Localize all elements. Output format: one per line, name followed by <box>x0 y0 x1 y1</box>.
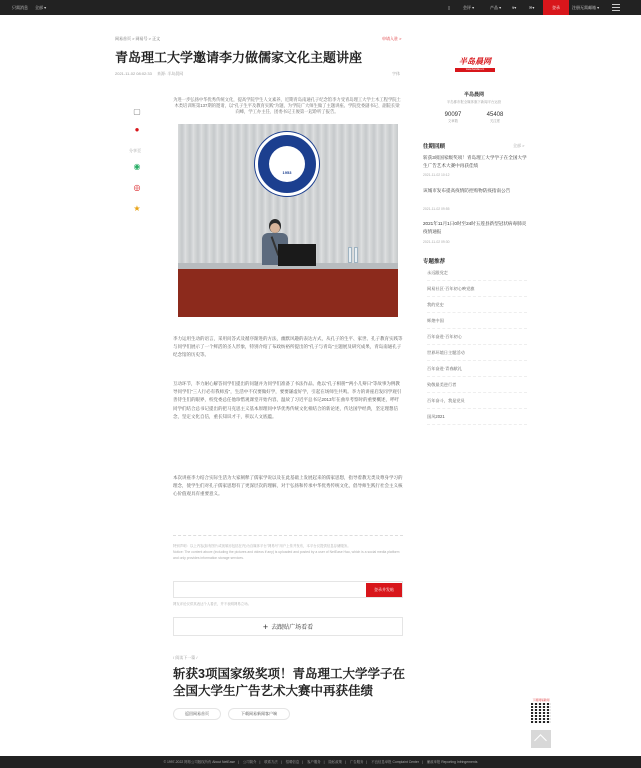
favorite-icon[interactable]: ★ <box>133 204 141 213</box>
mail-icon[interactable]: ✉▾ <box>529 5 535 10</box>
comment-box <box>173 581 403 598</box>
qr-code <box>531 703 551 723</box>
back-home-button[interactable]: 返回网易首页 <box>173 708 221 720</box>
plus-icon: + <box>262 622 269 632</box>
stat-number: 45408 <box>486 112 504 118</box>
comment-square-button[interactable] <box>173 617 403 636</box>
recent-item-title[interactable]: 斩获3项国家级奖项！青岛理工大学学子在全国大学生广告艺术大赛中再获佳绩 <box>423 155 527 168</box>
footer-link[interactable]: 客户服务 <box>307 760 321 764</box>
login-post-button[interactable]: 登录并发帖 <box>366 583 402 597</box>
topic-item[interactable]: 永远跟党走 <box>427 270 527 281</box>
recent-item-time: 2021-11-02 09:30 <box>423 240 450 244</box>
topic-item[interactable]: 百年奋进·青春献礼 <box>427 366 527 377</box>
comment-icon[interactable]: ▢ <box>133 107 141 116</box>
breadcrumb[interactable]: 网易首页 > 网易号 > 正文 <box>115 36 161 41</box>
phone-icon[interactable]: ▯ <box>448 5 451 10</box>
disclaimer-en: Notice: The content above (including the pictures and videos if any) is uploaded and posted by a user of NetEase Hao, which is a social media platform and only provides information storage services. <box>173 550 400 560</box>
gift-icon[interactable]: ¥▾ <box>512 5 517 10</box>
recent-item-time: 2021-11-02 10:12 <box>423 173 450 177</box>
topic-item[interactable]: 辉煌中国 <box>427 318 527 329</box>
recent-item-time: 2021-11-02 09:55 <box>423 207 450 211</box>
disclaimer-cn: 特别声明：以上内容(如有图片或视频亦包括在内)为自媒体平台"网易号"用户上传并发布，本平台仅提供信息存储服务。 <box>173 544 351 548</box>
topic-item[interactable]: 百年奋进·百年初心 <box>427 334 527 345</box>
footer-link[interactable]: 招聘信息 <box>285 760 300 764</box>
footer-link[interactable]: 联系方法 <box>264 760 278 764</box>
topic-item[interactable]: 我的党史 <box>427 302 527 313</box>
article-lead: 为进一步弘扬中华优秀传统文化，提高学院学生人文素养，近期青岛南通孔子纪念馆李力受青岛理工大学土木工程学院土木类培训班第137期的邀请，以"孔子生平及教育实践"为题，为学院广大师生做了主题讲座。学院党委副书记、副院长梁向峰，学工办主任、团委书记王俊第一起聆听了报告。 <box>173 97 401 115</box>
footer-link[interactable]: 隐私政策 <box>328 760 342 764</box>
university-emblem <box>255 132 319 196</box>
footer: © 1997-2022 网易公司版权所有 About NetEase | 公司简介 | 联系方法 | 招聘信息 | 客户服务 | 隐私政策 | 广告服务 | 不良信息举报 Complaint Center | 廉政举报 Reporting Infringements <box>0 756 641 768</box>
publish-time: 2021-11-02 08:02:33 <box>115 71 152 76</box>
article-paragraph: 本次讲座李力结合实际生活为大家阐释了儒家学说以及在此基础上发展起来的儒家思想，指导着教无类及尊身学习的理念，使学生们对孔子儒家思想有了更深层次的理解，对于弘扬和传承中华优秀传统文化，倡导师生践行社会主义核心价值观具有重要意义。 <box>173 475 403 497</box>
stat-articles <box>433 112 473 123</box>
account-logo[interactable] <box>455 48 495 78</box>
topbar-news-link[interactable]: 只需消息 <box>12 5 28 10</box>
topic-item[interactable]: 致敬最美逆行者 <box>427 382 527 393</box>
login-button[interactable]: 登录 <box>543 0 569 15</box>
footer-copyright: © 1997-2022 网易公司版权所有 About NetEase <box>163 760 236 764</box>
water-bottle <box>354 247 358 263</box>
footer-link[interactable]: 公司简介 <box>242 760 257 764</box>
article-meta <box>115 71 187 77</box>
top-navigation-bar <box>0 0 641 15</box>
weibo-icon[interactable]: ◎ <box>133 183 141 192</box>
font-size-button[interactable]: 字体 <box>392 71 400 76</box>
next-article-label: / 阅读下一篇 / <box>173 655 198 660</box>
logo-url: www.bandao.cn <box>455 68 495 72</box>
logo-text: 半岛晨网 <box>459 57 491 66</box>
topic-item[interactable]: 百年奋斗，我是党员 <box>427 398 527 409</box>
download-app-button[interactable]: 下载网易新闻客户端 <box>228 708 290 720</box>
comment-input[interactable] <box>176 584 362 596</box>
topbar-product-dropdown[interactable]: 产品 ▾ <box>490 5 502 10</box>
topic-item[interactable]: 国风2021 <box>427 414 527 425</box>
account-description: 半岛都市报全媒体旗下新闻平台运营 <box>446 100 502 104</box>
emblem-center <box>269 146 305 182</box>
stat-label: 关注度 <box>489 119 501 123</box>
topbar-hui-dropdown[interactable]: 会评 ▾ <box>463 5 475 10</box>
topic-item[interactable]: 世界环境日主题活动 <box>427 350 527 361</box>
footer-link[interactable]: 廉政举报 Reporting Infringements <box>426 760 478 764</box>
next-article-title[interactable]: 斩获3项国家级奖项！青岛理工大学学子在全国大学生广告艺术大赛中再获佳绩 <box>173 667 405 698</box>
apply-link[interactable]: 申请入驻 > <box>382 36 402 41</box>
register-link[interactable]: 注册无需邮箱 ▾ <box>572 5 600 10</box>
share-label: 分享至 <box>129 148 141 153</box>
footer-link[interactable]: 广告服务 <box>349 760 364 764</box>
divider <box>173 535 403 536</box>
recent-section-title: 往期回顾 <box>423 144 446 150</box>
recent-more-link[interactable]: 全部 > <box>513 143 525 148</box>
laptop <box>278 244 316 266</box>
article-title: 青岛理工大学邀请李力做儒家文化主题讲座 <box>115 50 363 65</box>
emblem-year: 1953 <box>282 170 292 175</box>
stat-number: 90097 <box>444 112 462 118</box>
water-bottle <box>348 247 352 263</box>
topbar-all-dropdown[interactable]: 全部 ▾ <box>35 5 47 10</box>
footer-link[interactable]: 不良信息举报 Complaint Center <box>371 760 419 764</box>
article-paragraph: 互动环节，李力耐心解答同学们提出的问题并为同学们准备了书法作品。他以"孔子相册""两小儿辩日"等故事为例教导同学们"三人行必有我师焉"，生活中不仅要做好学，要要谦虚好学，引起在场师生共鸣。李力的讲座启发同学观引善待生们的眼界，校党委总任他珍惜观课堂开始内容，温故了习近平总书记2013年在曲阜考察时的重要概述，呼吁同学们结合总书记提出的把马克思主义基本原理同中华优秀传统文化相结合的新论述，传达国学经典，坚定理想信念，坚定文化自信，重长知识才干，积以人文底蕴。 <box>173 381 402 419</box>
article-source[interactable]: 来源: 半岛晨网 <box>156 71 184 76</box>
menu-icon[interactable] <box>612 4 620 11</box>
recent-item-title[interactable]: 该城市发布提高疫情防控购物防疫指南公告 <box>423 188 511 193</box>
square-button-label: 去跟贴广场看看 <box>271 625 314 631</box>
qr-widget[interactable] <box>530 698 552 725</box>
comment-tip: 网友评论仅供其表达个人看法，并不表明网易立场。 <box>173 602 251 606</box>
account-name[interactable]: 半岛晨网 <box>463 92 484 98</box>
wechat-icon[interactable]: ◉ <box>133 162 141 171</box>
recent-item-title[interactable]: 2021年11月1日0时至24时五莲县新型冠状病毒肺炎疫情通报 <box>423 221 527 234</box>
qr-label: 下载网易新闻 <box>532 698 550 702</box>
speaker-face <box>270 223 280 233</box>
stat-followers <box>475 112 515 123</box>
article-paragraph: 李力运用生动的语言，采用问答式及循序渐进的方法，幽默风趣的表达方式，从孔子的生平、家世、孔子教育实践等与同学们展示了一个鲜活的圣人形象，特别介绍了布政纺裕所提出的"孔子与青岛"主题展及研究成果，青岛南通孔子纪念馆的历史等。 <box>173 336 403 358</box>
like-icon[interactable]: ● <box>134 125 140 134</box>
topics-section-title: 专题推荐 <box>423 259 446 265</box>
podium <box>178 269 398 317</box>
disclaimer <box>173 543 405 561</box>
lecture-photo <box>178 124 398 317</box>
stat-label: 文章数 <box>447 119 459 123</box>
topic-item[interactable]: 网易社区·百年初心映党旗 <box>427 286 527 297</box>
back-to-top-button[interactable] <box>531 730 551 748</box>
